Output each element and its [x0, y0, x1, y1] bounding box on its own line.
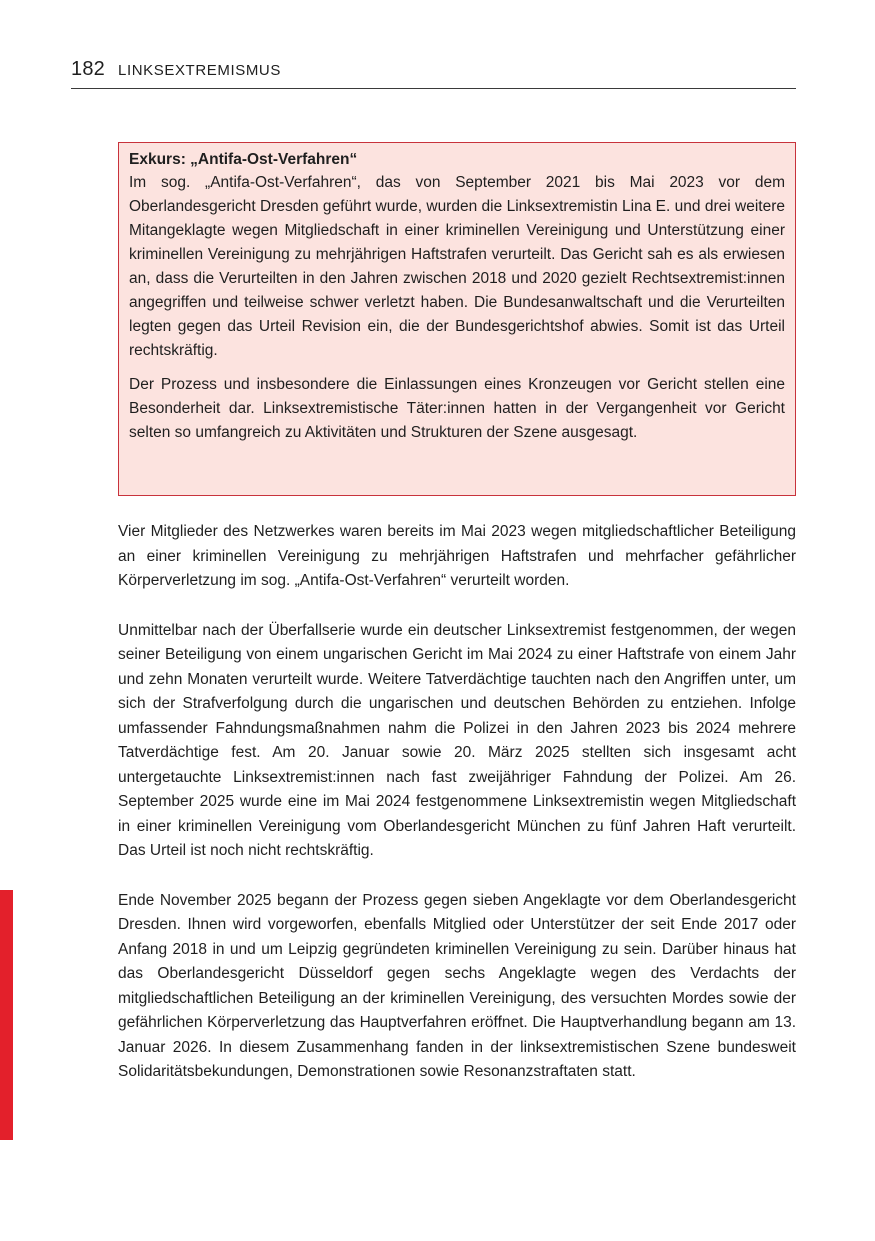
chapter-thumb-marker: [0, 890, 13, 1140]
body-paragraph: Vier Mitglieder des Netzwerkes waren bereits im Mai 2023 wegen mitgliedschaftlicher Beteiligung an einer kriminellen Vereinigung zu mehrjährigen Haftstrafen und mehrfacher gefährlicher Körperverletzung im sog. „Antifa-Ost-Verfahren“ verurteilt worden.: [118, 523, 796, 589]
body-paragraph: Ende November 2025 begann der Prozess gegen sieben Angeklagte vor dem Oberlandesgericht Dresden. Ihnen wird vorgeworfen, ebenfalls Mitglied oder Unterstützer der seit Ende 2017 oder Anfang 2018 in und um Leipzig gegründeten kriminellen Vereinigung zu sein. Darüber hinaus hat das Oberlandesgericht Düsseldorf gegen sechs Angeklagte wegen des Verdachts der mitgliedschaftlichen Beteiligung an der kriminellen Vereinigung, des versuchten Mordes sowie der gefährlichen Körperverletzung das Hauptverfahren eröffnet. Die Hauptverhandlung begann am 13. Januar 2026. In diesem Zusammenhang fanden in der linksextremistischen Szene bundesweit Solidaritätsbekundungen, Demonstrationen sowie Resonanzstraftaten statt.: [118, 891, 796, 1080]
excursus-box: [118, 142, 796, 496]
page-number: 182: [71, 58, 105, 80]
body-text: [118, 520, 796, 1110]
page-header: [71, 56, 796, 89]
excursus-paragraph: Der Prozess und insbesondere die Einlassungen eines Kronzeugen vor Gericht stellen eine Besonderheit dar. Linksextremistische Täter:innen hatten in der Vergangenheit vor Gericht selten so umfangreich zu Aktivitäten und Strukturen der Szene ausgesagt.: [129, 376, 785, 441]
body-paragraph: Unmittelbar nach der Überfallserie wurde ein deutscher Linksextremist festgenommen, der wegen seiner Beteiligung von einem ungarischen Gericht im Mai 2024 zu einer Haftstrafe von einem Jahr und zehn Monaten verurteilt wurde. Weitere Tatverdächtige tauchten nach den Angriffen unter, um sich der Strafverfolgung durch die ungarischen und deutschen Behörden zu entziehen. Infolge umfassender Fahndungsmaßnahmen nahm die Polizei in den Jahren 2023 bis 2024 mehrere Tatverdächtige fest. Am 20. Januar sowie 20. März 2025 stellten sich insgesamt acht untergetauchte Linksextremist:innen nach fast zweijähriger Fahndung der Polizei. Am 26. September 2025 wurde eine im Mai 2024 festgenommene Linksextremistin wegen Mitgliedschaft in einer kriminellen Vereinigung vom Oberlandesgericht München zu fünf Jahren Haft verurteilt. Das Urteil ist noch nicht rechtskräftig.: [118, 621, 796, 859]
running-head: LINKSEXTREMISMUS: [118, 62, 281, 79]
excursus-paragraph: Im sog. „Antifa-Ost-Verfahren“, das von September 2021 bis Mai 2023 vor dem Oberlandesgericht Dresden geführt wurde, wurden die Linksextremistin Lina E. und drei weitere Mitangeklagte wegen Mitgliedschaft in einer kriminellen Vereinigung und Unterstützung einer kriminellen Vereinigung zu mehrjährigen Haftstrafen verurteilt. Das Gericht sah es als erwiesen an, dass die Verurteilten in den Jahren zwischen 2018 und 2020 gezielt Rechtsextremist:innen angegriffen und teilweise schwer verletzt haben. Die Bundesanwaltschaft und die Verurteilten legten gegen das Urteil Revision ein, die der Bundesgerichtshof abwies. Somit ist das Urteil rechtskräftig.: [129, 174, 785, 359]
excursus-title: Exkurs: „Antifa-Ost-Verfahren“: [129, 151, 358, 168]
